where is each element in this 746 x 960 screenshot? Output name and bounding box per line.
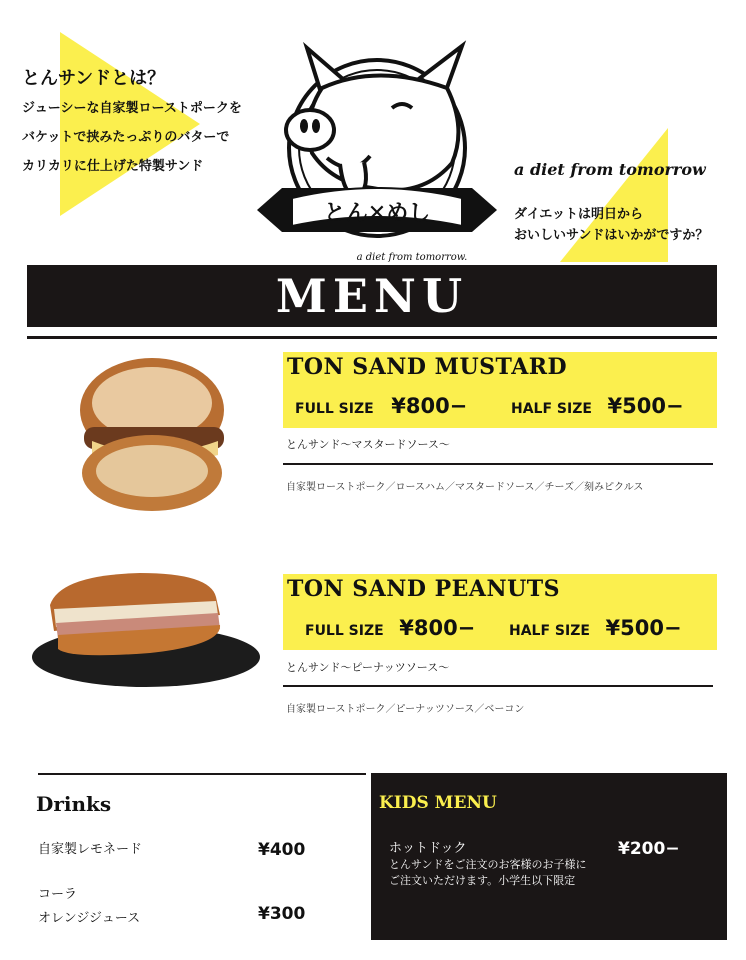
intro-line: カリカリに仕上げた特製サンド <box>22 159 204 174</box>
divider <box>38 773 366 775</box>
pig-logo <box>252 38 502 266</box>
price: ¥800− <box>391 394 468 418</box>
price-full <box>305 616 475 640</box>
item-ingredients: 自家製ローストポーク／ロースハム／マスタードソース／チーズ／刻みピクルス <box>286 482 644 493</box>
price-half <box>511 394 684 418</box>
price: ¥500− <box>607 394 684 418</box>
price-full <box>295 394 467 418</box>
item-name: TON SAND PEANUTS <box>287 576 561 602</box>
drink-price: ¥300 <box>258 904 306 924</box>
logo-tagline: a diet from tomorrow. <box>356 252 468 263</box>
kids-item-name: ホットドック <box>389 841 467 856</box>
kids-item-desc: ご注文いただけます。小学生以下限定 <box>389 874 576 887</box>
slogan-line: おいしいサンドはいかがですか？ <box>514 228 709 243</box>
sandwich-round-photo <box>72 355 232 515</box>
kids-item-desc: とんサンドをご注文のお客様のお子様に <box>389 858 587 871</box>
menu-item-header <box>283 352 717 428</box>
item-subtitle: とんサンド〜ピーナッツソース〜 <box>286 661 450 674</box>
kids-menu-title: KIDS MENU <box>379 793 497 813</box>
size-label: HALF SIZE <box>511 401 592 417</box>
divider <box>283 463 713 465</box>
size-label: HALF SIZE <box>509 623 590 639</box>
item-name: TON SAND MUSTARD <box>287 354 568 380</box>
kids-menu-box <box>371 773 727 940</box>
item-subtitle: とんサンド〜マスタードソース〜 <box>286 438 450 451</box>
price: ¥800− <box>399 616 476 640</box>
intro-title: とんサンドとは？ <box>22 68 166 89</box>
menu-title: MENU <box>275 269 469 323</box>
logo-banner-text: とん✕めし <box>323 201 431 226</box>
slogan-script: a diet from tomorrow <box>514 160 706 179</box>
intro-line: バケットで挟みたっぷりのバターで <box>22 130 230 145</box>
menu-title-bar <box>27 265 717 327</box>
sandwich-baguette-photo <box>30 565 262 690</box>
drinks-title: Drinks <box>36 792 112 816</box>
slogan-line: ダイエットは明日から <box>514 207 643 222</box>
drink-name: コーラ <box>38 887 78 902</box>
menu-item-header <box>283 574 717 650</box>
drink-name: オレンジジュース <box>38 911 141 926</box>
intro-line: ジューシーな自家製ローストポークを <box>22 101 242 116</box>
size-label: FULL SIZE <box>295 401 374 417</box>
price: ¥500− <box>605 616 682 640</box>
drink-price: ¥400 <box>258 840 306 860</box>
kids-item-price: ¥200− <box>618 839 680 859</box>
drink-name: 自家製レモネード <box>38 842 143 857</box>
yellow-triangle-left <box>60 32 200 216</box>
price-half <box>509 616 682 640</box>
size-label: FULL SIZE <box>305 623 384 639</box>
item-ingredients: 自家製ローストポーク／ピーナッツソース／ベーコン <box>286 704 525 715</box>
divider <box>27 336 717 339</box>
divider <box>283 685 713 687</box>
